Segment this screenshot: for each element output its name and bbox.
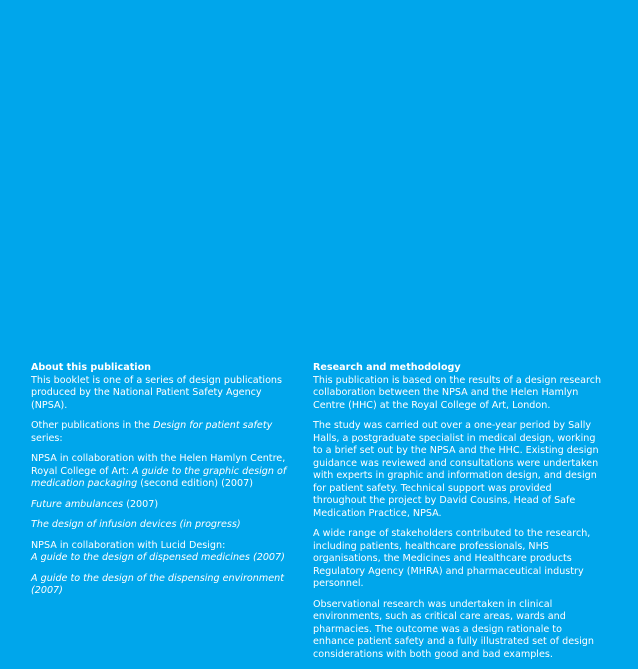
publication-1-title: A guide to the graphic design of medication packaging [31, 465, 287, 489]
publication-1 [31, 453, 293, 491]
research-paragraph-1: This publication is based on the results of a design research collaboration between the NPSA and the Helen Hamlyn Centre (HHC) at the Royal College of Art, London. [313, 374, 602, 411]
research-paragraph-4: Observational research was undertaken in clinical environments, such as critical care areas, wards and pharmacies. The outcome was a design rationale to enhance patient safety and a fully illustrated set of design considerations with both good and bad examples. [313, 598, 594, 660]
publication-4 [31, 540, 293, 565]
publication-2-title: Future ambulances [31, 498, 124, 510]
series-line [31, 420, 293, 445]
publication-5-title: A guide to the design of the dispensing environment (2007) [31, 572, 284, 596]
research-paragraph-3: A wide range of stakeholders contributed to the research, including patients, healthcare professionals, NHS organisations, the Medicines and Healthcare products Regulatory Agency (MHRA) and pharmaceutical industry personnel. [313, 528, 591, 589]
about-publication-column [31, 362, 293, 606]
publication-4-title: A guide to the design of dispensed medicines (2007) [31, 552, 285, 563]
publication-1-suffix: (second edition) (2007) [137, 478, 253, 489]
publication-4-author: NPSA in collaboration with Lucid Design: [31, 539, 226, 551]
about-intro: This booklet is one of a series of design publications produced by the National Patient Safety Agency (NPSA). [31, 374, 283, 411]
publication-2-suffix: (2007) [123, 498, 159, 510]
publication-3-title: The design of infusion devices (in progress) [31, 519, 241, 530]
publication-1-author: NPSA in collaboration with the Helen Hamlyn Centre, Royal College of Art: [31, 453, 286, 477]
publication-2 [31, 499, 293, 512]
series-prefix: Other publications in the [31, 420, 154, 431]
publication-5 [31, 573, 293, 598]
publication-3 [31, 519, 293, 532]
research-paragraph-2: The study was carried out over a one-year period by Sally Halls, a postgraduate specialist in medical design, working to a brief set out by the NPSA and the HHC. Existing design guidance was reviewed and consultations were undertaken with experts in graphic and information design, and design for patient safety. Technical support was provided throughout the project by David Cousins, Head of Safe Medication Practice, NPSA. [313, 420, 599, 519]
research-methodology-column [313, 362, 603, 669]
series-suffix: series: [31, 432, 63, 444]
research-heading: Research and methodology [313, 362, 461, 373]
series-title: Design for patient safety [153, 420, 273, 431]
about-heading: About this publication [31, 362, 151, 373]
